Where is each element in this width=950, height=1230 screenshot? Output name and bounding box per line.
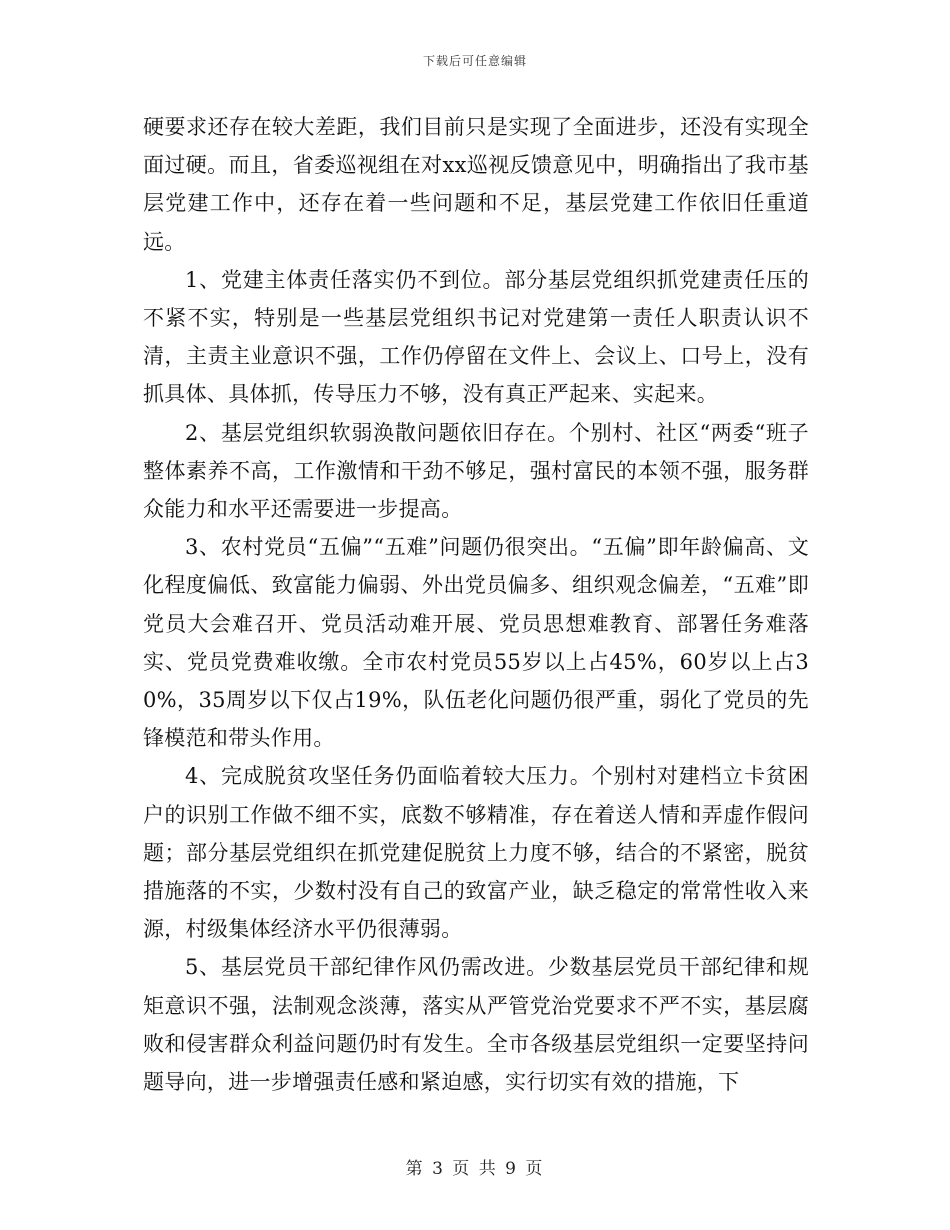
page-number: 第 3 页 共 9 页 xyxy=(405,1159,545,1179)
paragraph-item-5: 5、基层党员干部纪律作风仍需改进。少数基层党员干部纪律和规矩意识不强，法制观念淡薄，落实从严管党治党要求不严不实，基层腐败和侵害群众利益问题仍时有发生。全市各级基层党组织一定要坚持问题导向，进一步增强责任感和紧迫感，实行切实有效的措施，下 xyxy=(143,955,809,1095)
document-body xyxy=(143,108,809,1101)
paragraph-item-2: 2、基层党组织软弱涣散问题依旧存在。个别村、社区“两委“班子整体素养不高，工作激情和干劲不够足，强村富民的本领不强，服务群众能力和水平还需要进一步提高。 xyxy=(143,420,809,522)
paragraph-item-4: 4、完成脱贫攻坚任务仍面临着较大压力。个别村对建档立卡贫困户的识别工作做不细不实，底数不够精准，存在着送人情和弄虚作假问题；部分基层党组织在抓党建促脱贫上力度不够，结合的不紧密，脱贫措施落的不实，少数村没有自己的致富产业，缺乏稳定的常常性收入来源，村级集体经济水平仍很薄弱。 xyxy=(143,764,809,942)
paragraph-item-1: 1、党建主体责任落实仍不到位。部分基层党组织抓党建责任压的不紧不实，特别是一些基层党组织书记对党建第一责任人职责认识不清，主责主业意识不强，工作仍停留在文件上、会议上、口号上，没有抓具体、具体抓，传导压力不够，没有真正严起来、实起来。 xyxy=(143,267,809,407)
paragraph-item-3: 3、农村党员“五偏”“五难”问题仍很突出。“五偏”即年龄偏高、文化程度偏低、致富能力偏弱、外出党员偏多、组织观念偏差，“五难”即党员大会难召开、党员活动难开展、党员思想难教育、部署任务难落实、党员党费难收缴。全市农村党员55岁以上占45%，60岁以上占30%，35周岁以下仅占19%，队伍老化问题仍很严重，弱化了党员的先锋模范和带头作用。 xyxy=(143,535,809,751)
page-header: 下载后可任意编辑 xyxy=(422,54,527,68)
paragraph: 硬要求还存在较大差距，我们目前只是实现了全面进步，还没有实现全面过硬。而且，省委巡视组在对xx巡视反馈意见中，明确指出了我市基层党建工作中，还存在着一些问题和不足，基层党建工作依旧任重道远。 xyxy=(143,115,809,254)
